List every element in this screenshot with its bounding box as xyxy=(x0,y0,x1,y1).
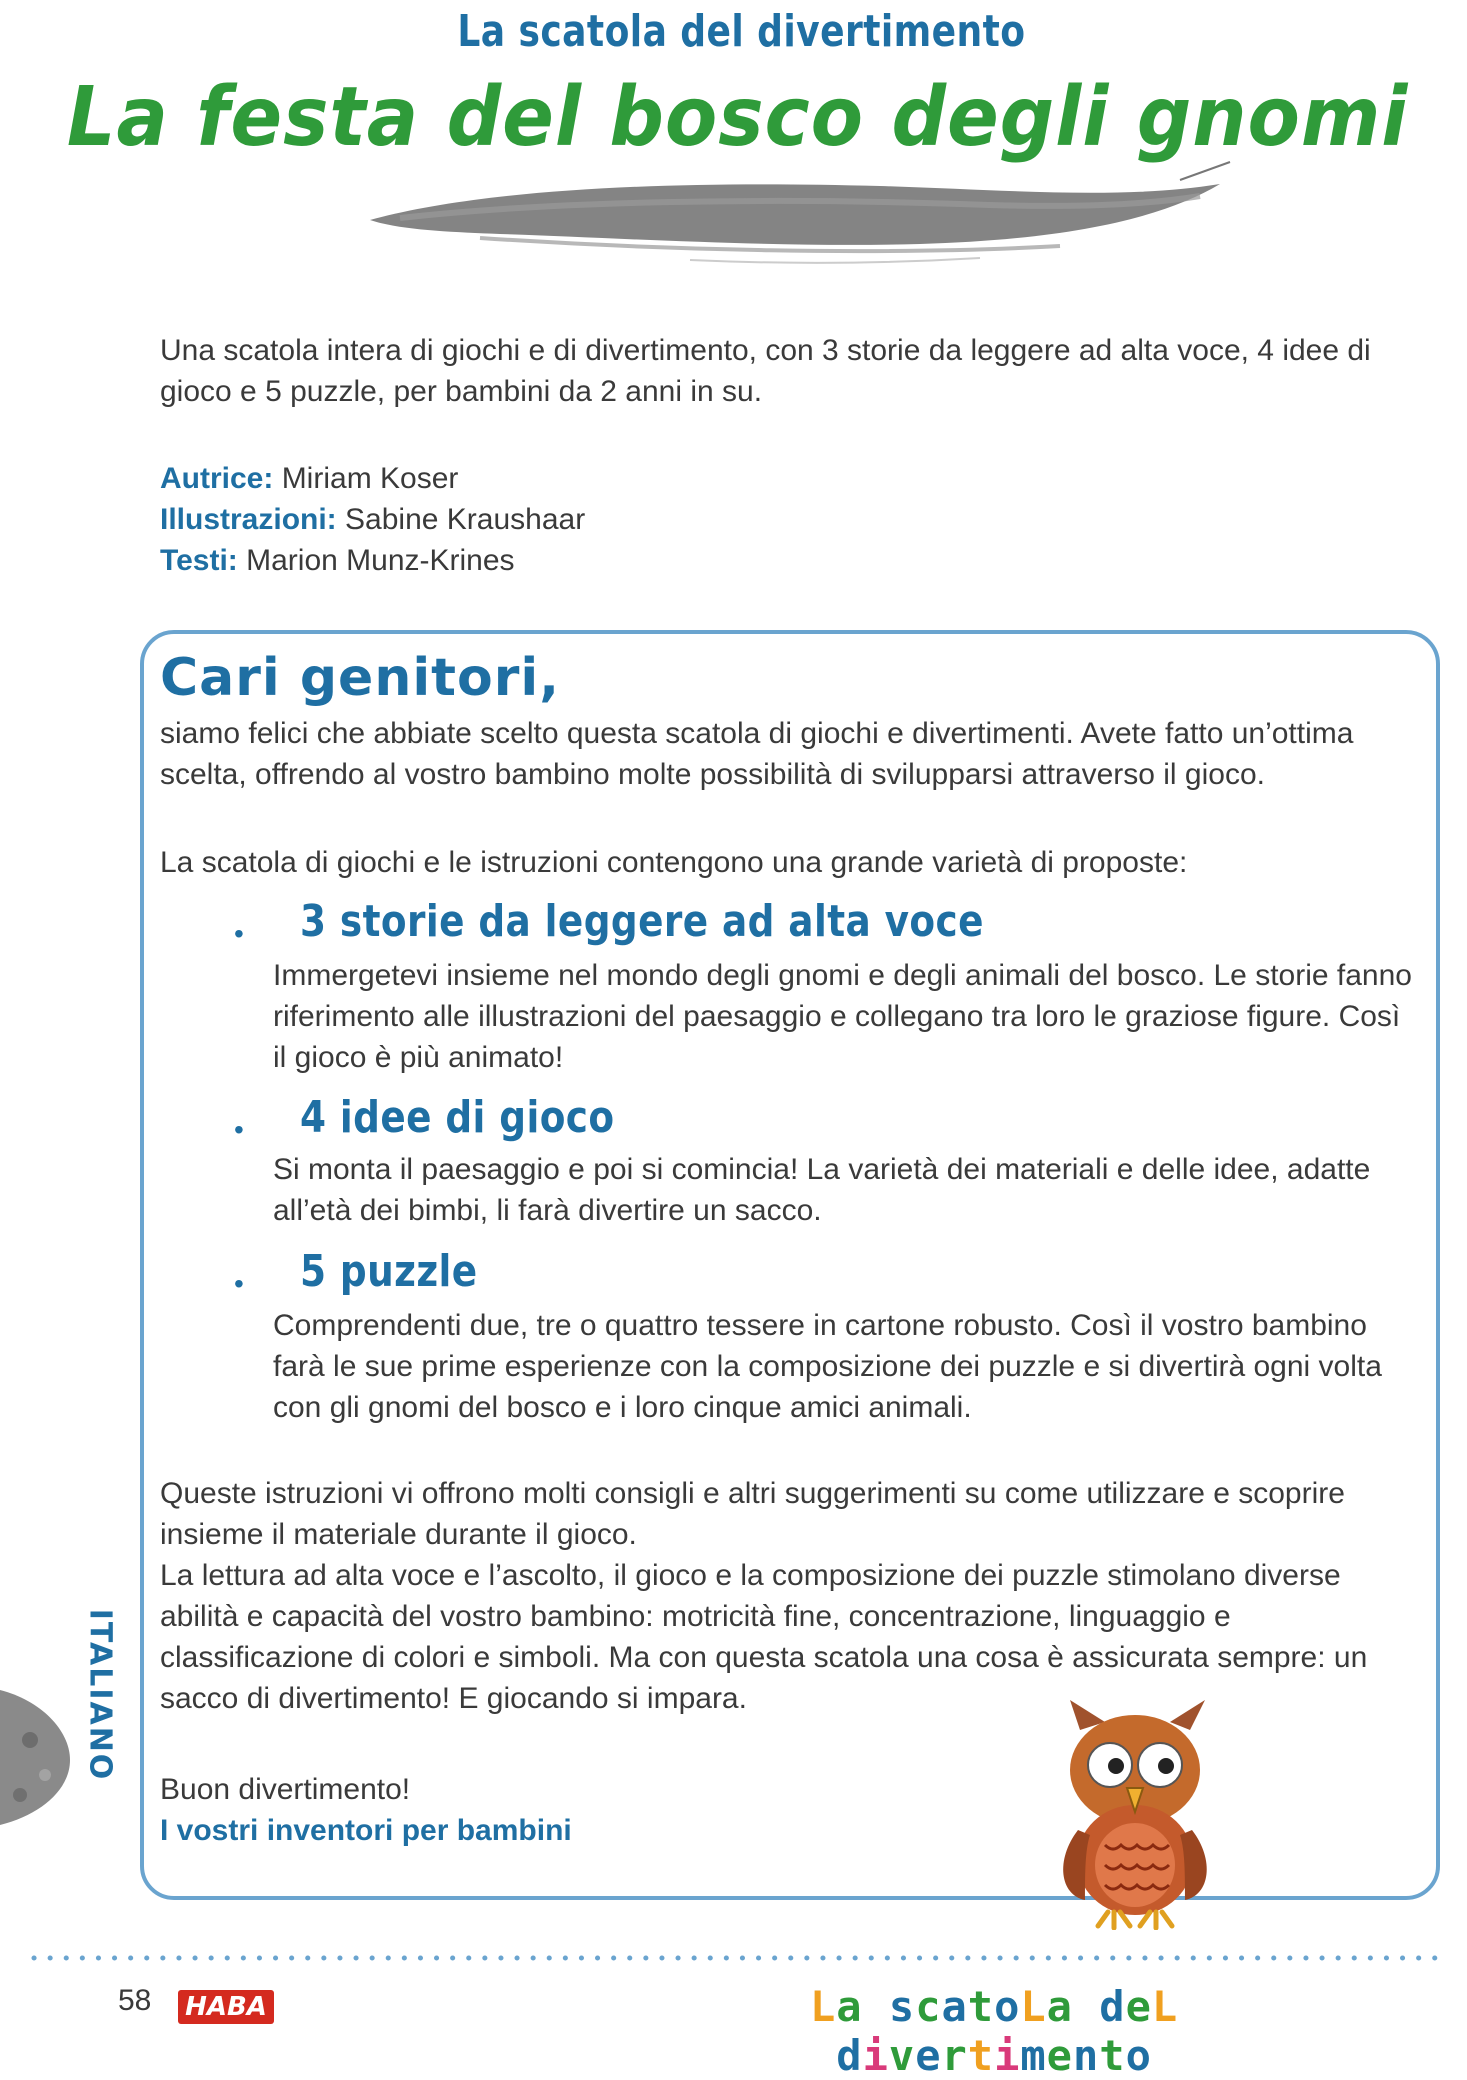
credits-list xyxy=(160,458,1060,581)
footer-title-letter: e xyxy=(1046,2031,1073,2080)
letter-greeting: Cari genitori, xyxy=(160,648,560,708)
letter-signature: I vostri inventori per bambini xyxy=(160,1814,572,1847)
bullet-text-games: Si monta il paesaggio e poi si comincia! La varietà dei materiali e delle idee, adatte all’età dei bimbi, li farà divertire un sacco. xyxy=(273,1153,1371,1227)
owl-illustration xyxy=(1030,1700,1240,1930)
footer-title-letter: n xyxy=(1072,2031,1100,2080)
letter-paragraph-4: La lettura ad alta voce e l’ascolto, il gioco e la composizione dei puzzle stimolano diverse abilità e capacità del vostro bambino: motricità fine, concentrazione, linguaggio e classificazione di colori e simboli. Ma con questa scatola una cosa è assicurata sempre: un sacco di divertimento! E giocando si impara. xyxy=(160,1559,1368,1715)
credit-value: Miriam Koser xyxy=(273,462,459,495)
bullet-heading-stories: 3 storie da leggere ad alta voce xyxy=(300,896,984,947)
credit-label: Illustrazioni: xyxy=(160,503,337,536)
bullet-heading-puzzles: 5 puzzle xyxy=(300,1246,478,1297)
bullet-dot: • xyxy=(234,918,244,949)
bullet-heading-games: 4 idee di gioco xyxy=(300,1092,615,1143)
footer-title-letter: a xyxy=(1046,1982,1073,2031)
footer-title-letter: v xyxy=(888,2031,916,2080)
intro-paragraph: Una scatola intera di giochi e di divertimento, con 3 storie da leggere ad alta voce, 4 idee di gioco e 5 puzzle, per bambini da 2 anni in su. xyxy=(160,334,1371,408)
footer-title-letter: e xyxy=(915,2031,942,2080)
credit-author xyxy=(160,458,1060,499)
page-number: 58 xyxy=(118,1984,152,2017)
grey-blob-decoration xyxy=(0,1680,80,1830)
document-title: La festa del bosco degli gnomi xyxy=(66,70,1409,165)
footer-title-letter: o xyxy=(994,1982,1021,2031)
dotted-divider xyxy=(30,1954,1440,1962)
credit-value: Marion Munz-Krines xyxy=(237,544,515,577)
footer-title-letter xyxy=(1073,1982,1099,2031)
footer-title-letter: c xyxy=(915,1982,942,2031)
footer-title-letter: s xyxy=(888,1982,916,2031)
credit-label: Autrice: xyxy=(160,462,274,495)
credit-illustrations xyxy=(160,499,1060,540)
letter-paragraph-3: Queste istruzioni vi offrono molti consigli e altri suggerimenti su come utilizzare e scoprire insieme il materiale durante il gioco. xyxy=(160,1477,1345,1551)
credit-value: Sabine Kraushaar xyxy=(336,503,586,536)
footer-title-letter: t xyxy=(967,2031,995,2080)
language-tab-label: ITALIANO xyxy=(82,1608,118,1782)
footer-title-letter: i xyxy=(862,2031,889,2080)
footer-title-letter: L xyxy=(1020,1982,1047,2031)
footer-title-letter: a xyxy=(941,1982,968,2031)
brush-stroke-decoration xyxy=(360,160,1240,290)
bullet-dot: • xyxy=(234,1268,244,1299)
footer-title-letter xyxy=(863,1982,889,2031)
footer-series-title xyxy=(810,1982,1467,2080)
credit-label: Testi: xyxy=(160,544,238,577)
bullet-dot: • xyxy=(234,1114,244,1145)
haba-logo: HABA xyxy=(178,1990,274,2024)
footer-title-letter: L xyxy=(810,1982,837,2031)
bullet-text-stories: Immergetevi insieme nel mondo degli gnomi e degli animali del bosco. Le storie fanno riferimento alle illustrazioni del paesaggio e collegano tra loro le graziose figure. Così il gioco è più animato! xyxy=(273,959,1412,1074)
footer-title-letter: d xyxy=(1099,1982,1126,2031)
footer-title-letter: t xyxy=(967,1982,995,2031)
footer-title-letter: i xyxy=(994,2031,1021,2080)
footer-title-letter: r xyxy=(941,2031,968,2080)
letter-closing: Buon divertimento! xyxy=(160,1773,411,1806)
document-subtitle: La scatola del divertimento xyxy=(457,6,1026,57)
letter-closing-block xyxy=(160,1769,860,1851)
footer-title-letter: e xyxy=(1125,1982,1152,2031)
letter-paragraph-2: La scatola di giochi e le istruzioni contengono una grande varietà di proposte: xyxy=(160,846,1188,879)
footer-title-letter: t xyxy=(1099,2031,1126,2080)
footer-title-letter: d xyxy=(836,2031,863,2080)
footer-title-letter: L xyxy=(1151,1982,1179,2031)
footer-title-letter xyxy=(810,2031,836,2080)
footer-title-letter: a xyxy=(836,1982,863,2031)
credit-texts xyxy=(160,540,1060,581)
bullet-text-puzzles: Comprendenti due, tre o quattro tessere in cartone robusto. Così il vostro bambino farà le sue prime esperienze con la composizione dei puzzle e si divertirà ogni volta con gli gnomi del bosco e i loro cinque amici animali. xyxy=(273,1309,1382,1424)
footer-title-letter: o xyxy=(1125,2031,1152,2080)
letter-paragraph-1: siamo felici che abbiate scelto questa scatola di giochi e divertimenti. Avete fatto un’ottima scelta, offrendo al vostro bambino molte possibilità di svilupparsi attraverso il gioco. xyxy=(160,717,1354,791)
footer-title-letter: m xyxy=(1020,2031,1047,2080)
